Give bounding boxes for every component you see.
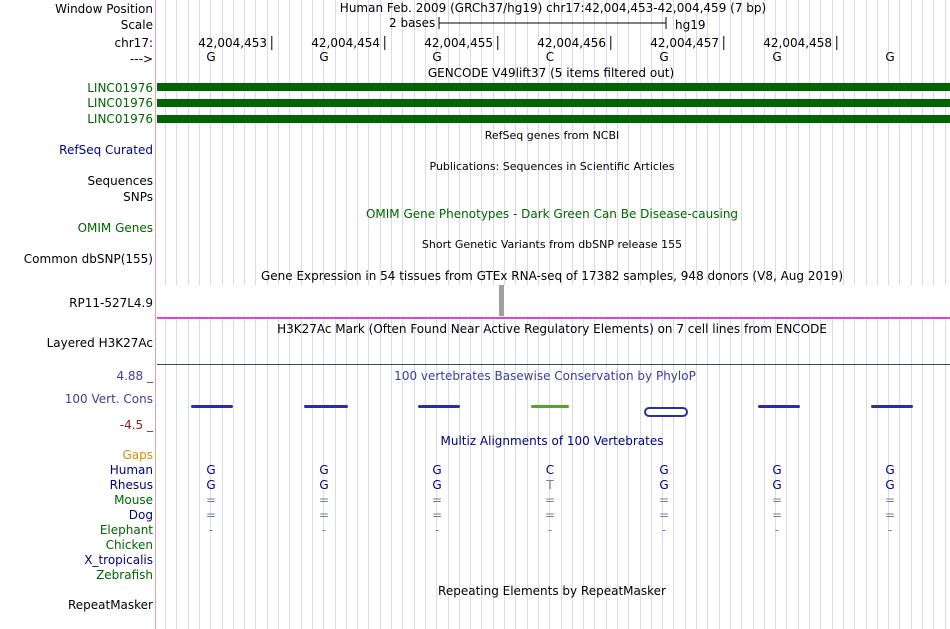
rhesus-alignment-base: G — [432, 478, 442, 492]
cons-min-label: -4.5 _ — [119, 418, 153, 432]
mouse-alignment-base: = — [205, 493, 217, 507]
phylop-mark-6[interactable] — [758, 405, 800, 408]
elephant-alignment-base: - — [547, 523, 553, 537]
gene-bar-2[interactable] — [157, 99, 950, 107]
rhesus-alignment-base: G — [885, 478, 895, 492]
mouse-alignment-base: = — [544, 493, 556, 507]
chrom-label: chr17: — [114, 36, 153, 50]
strand-label: ---> — [129, 52, 153, 66]
elephant-alignment-base: - — [887, 523, 893, 537]
dog-alignment-base: = — [771, 508, 783, 522]
h3k27ac-label[interactable]: Layered H3K27Ac — [46, 336, 153, 350]
species-elephant[interactable]: Elephant — [99, 523, 153, 537]
human-alignment-base: G — [659, 463, 669, 477]
human-alignment-base: G — [432, 463, 442, 477]
sequence-base: G — [432, 50, 442, 64]
mouse-alignment-base: = — [771, 493, 783, 507]
cons-max-label: 4.88 _ — [116, 369, 153, 383]
assembly-position-title[interactable]: Human Feb. 2009 (GRCh37/hg19) chr17:42,004,453-42,004,459 (7 bp) — [339, 1, 767, 15]
human-alignment-base: G — [319, 463, 329, 477]
mouse-alignment-base: = — [431, 493, 443, 507]
dog-alignment-base: = — [884, 508, 896, 522]
phylop-mark-1[interactable] — [191, 405, 233, 408]
elephant-alignment-base: - — [434, 523, 440, 537]
gencode-label-2[interactable]: LINC01976 — [87, 96, 153, 110]
gencode-label-1[interactable]: LINC01976 — [87, 81, 153, 95]
dog-alignment-base: = — [205, 508, 217, 522]
species-dog[interactable]: Dog — [128, 508, 153, 522]
omim-track-title[interactable]: OMIM Gene Phenotypes - Dark Green Can Be Disease-causing — [365, 207, 739, 221]
sequences-label[interactable]: Sequences — [87, 174, 153, 188]
gencode-label-3[interactable]: LINC01976 — [87, 112, 153, 126]
phylop-mark-4[interactable] — [531, 405, 569, 408]
label-separator — [155, 0, 156, 629]
sequence-base: G — [206, 50, 216, 64]
publications-track-title[interactable]: Publications: Sequences in Scientific Articles — [429, 160, 675, 173]
dog-alignment-base: = — [431, 508, 443, 522]
human-alignment-base: G — [885, 463, 895, 477]
coordinate-tick: 42,004,454 — [311, 36, 385, 50]
gtex-gene-label[interactable]: RP11-527L4.9 — [69, 296, 153, 310]
sequence-base: G — [319, 50, 329, 64]
gtex-track-title[interactable]: Gene Expression in 54 tissues from GTEx RNA-seq of 17382 samples, 948 donors (V8, Aug 2019) — [260, 269, 844, 283]
scale-bar — [438, 16, 668, 30]
rhesus-alignment-base: T — [546, 478, 554, 492]
mouse-alignment-base: = — [884, 493, 896, 507]
gene-bar-1[interactable] — [157, 83, 950, 91]
sequence-base: G — [659, 50, 669, 64]
refseq-label[interactable]: RefSeq Curated — [59, 143, 153, 157]
gene-bar-3[interactable] — [157, 115, 950, 123]
coordinate-tick: 42,004,456 — [537, 36, 611, 50]
repeatmasker-track-title[interactable]: Repeating Elements by RepeatMasker — [438, 584, 666, 598]
species-human[interactable]: Human — [109, 463, 153, 477]
dog-alignment-base: = — [658, 508, 670, 522]
gtex-gene-line[interactable] — [157, 317, 950, 319]
gencode-track-title[interactable]: GENCODE V49lift37 (5 items filtered out) — [427, 66, 675, 80]
rhesus-alignment-base: G — [206, 478, 216, 492]
phylop-mark-7[interactable] — [871, 405, 913, 408]
omim-label[interactable]: OMIM Genes — [77, 221, 153, 235]
dbsnp-label[interactable]: Common dbSNP(155) — [23, 252, 153, 266]
phylop-track-title[interactable]: 100 vertebrates Basewise Conservation by PhyloP — [394, 369, 696, 383]
scale-text: 2 bases — [389, 16, 436, 30]
human-alignment-base: C — [545, 463, 555, 477]
coordinate-tick: 42,004,457 — [650, 36, 724, 50]
cons-track-label[interactable]: 100 Vert. Cons — [64, 392, 153, 406]
h3k27ac-track-title[interactable]: H3K27Ac Mark (Often Found Near Active Regulatory Elements) on 7 cell lines from ENCODE — [277, 322, 827, 336]
elephant-alignment-base: - — [208, 523, 214, 537]
scale-label: Scale — [120, 18, 153, 32]
species-mouse[interactable]: Mouse — [114, 493, 153, 507]
mouse-alignment-base: = — [658, 493, 670, 507]
scale-db: hg19 — [675, 18, 706, 32]
gtex-expression-bar[interactable] — [499, 285, 504, 316]
mouse-alignment-base: = — [318, 493, 330, 507]
elephant-alignment-base: - — [661, 523, 667, 537]
species-chicken[interactable]: Chicken — [105, 538, 153, 552]
phylop-mark-3[interactable] — [418, 405, 460, 408]
elephant-alignment-base: - — [774, 523, 780, 537]
sequence-base: G — [885, 50, 895, 64]
sequence-base: G — [772, 50, 782, 64]
phylop-mark-5[interactable] — [644, 407, 688, 417]
coordinate-tick: 42,004,453 — [198, 36, 272, 50]
species-rhesus[interactable]: Rhesus — [109, 478, 153, 492]
multiz-track-title[interactable]: Multiz Alignments of 100 Vertebrates — [440, 434, 664, 448]
dbsnp-track-title[interactable]: Short Genetic Variants from dbSNP release 155 — [421, 238, 683, 251]
rhesus-alignment-base: G — [319, 478, 329, 492]
coordinate-tick: 42,004,455 — [424, 36, 498, 50]
human-alignment-base: G — [772, 463, 782, 477]
species-x-tropicalis[interactable]: X_tropicalis — [84, 553, 153, 567]
refseq-track-title[interactable]: RefSeq genes from NCBI — [484, 129, 620, 142]
species-gaps[interactable]: Gaps — [122, 448, 153, 462]
snps-label[interactable]: SNPs — [123, 190, 153, 204]
species-zebrafish[interactable]: Zebrafish — [96, 568, 153, 582]
repeatmasker-label[interactable]: RepeatMasker — [67, 598, 153, 612]
rhesus-alignment-base: G — [772, 478, 782, 492]
window-position-label: Window Position — [55, 2, 153, 16]
dog-alignment-base: = — [318, 508, 330, 522]
h3k27ac-baseline — [157, 364, 950, 365]
rhesus-alignment-base: G — [659, 478, 669, 492]
coordinate-tick: 42,004,458 — [763, 36, 837, 50]
human-alignment-base: G — [206, 463, 216, 477]
phylop-mark-2[interactable] — [304, 405, 348, 408]
gtex-plot[interactable] — [157, 285, 950, 316]
dog-alignment-base: = — [544, 508, 556, 522]
sequence-base: C — [545, 50, 555, 64]
elephant-alignment-base: - — [321, 523, 327, 537]
